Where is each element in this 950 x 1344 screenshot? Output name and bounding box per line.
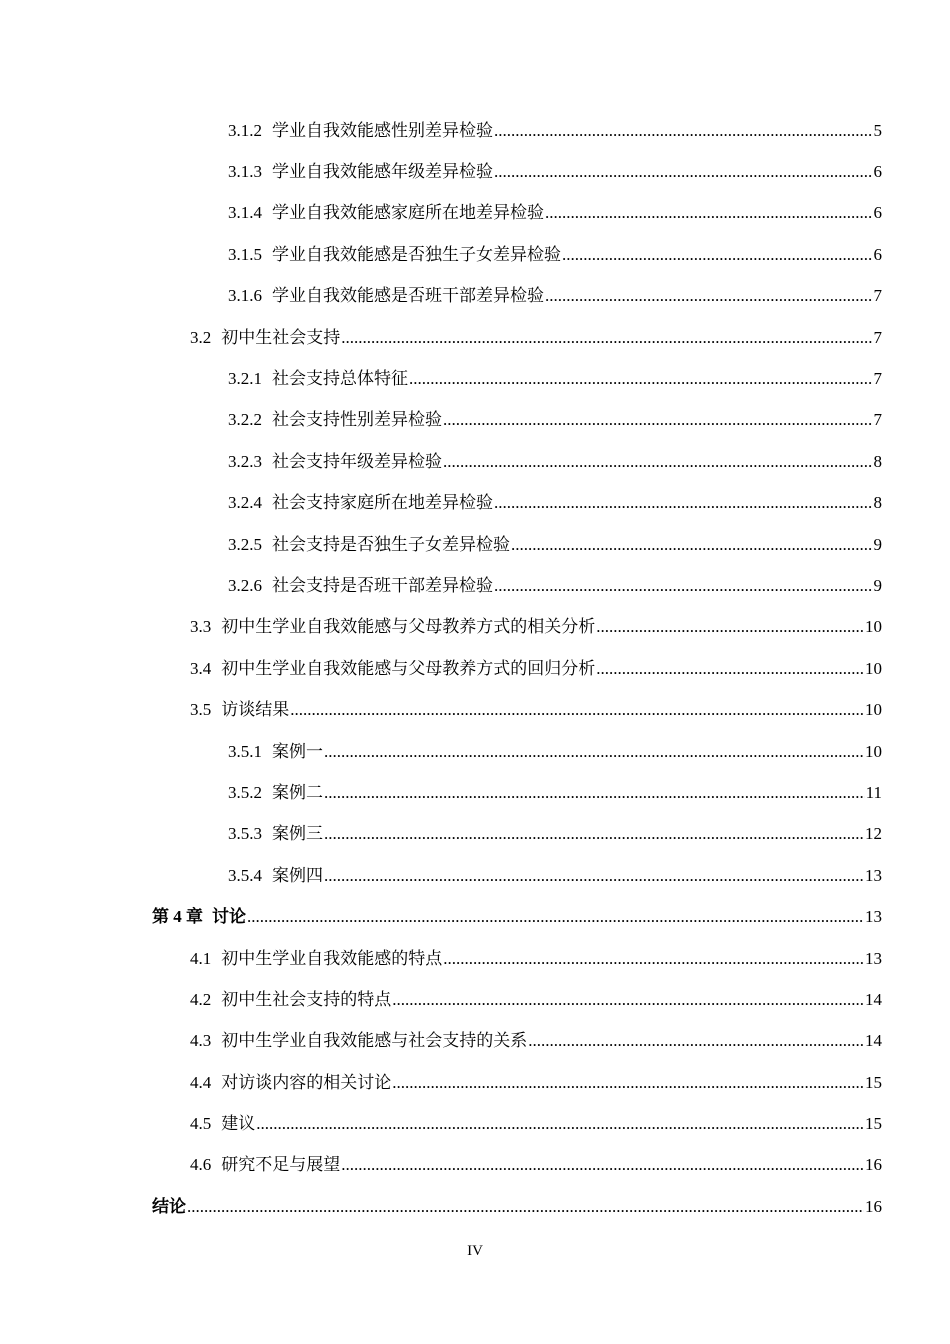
toc-dot-leader: [494, 576, 873, 596]
toc-entry-line: [0, 162, 882, 182]
toc-entry-title: 社会支持是否班干部差异检验: [272, 575, 493, 595]
toc-entry[interactable]: [0, 896, 950, 937]
toc-dot-leader: [596, 617, 864, 637]
toc-entry[interactable]: [0, 1186, 950, 1227]
toc-entry-page: 13: [865, 907, 882, 927]
toc-entry-number: 4.1: [190, 948, 212, 968]
toc-entry-page: 14: [865, 1031, 882, 1051]
toc-entry-page: 10: [865, 700, 882, 720]
toc-entry[interactable]: [0, 441, 950, 482]
toc-dot-leader: [596, 659, 864, 679]
toc-entry-title: 初中生学业自我效能感与社会支持的关系: [221, 1031, 528, 1051]
toc-entry-title: 案例四: [272, 865, 323, 885]
toc-entry-number: 3.2.2: [228, 410, 262, 430]
toc-entry-line: [0, 452, 882, 472]
toc-entry-title: 初中生学业自我效能感与父母教养方式的回归分析: [221, 658, 596, 678]
page-number-footer: IV: [467, 1243, 483, 1259]
toc-entry-title: 讨论: [212, 907, 246, 927]
toc-entry-line: [0, 203, 882, 223]
toc-entry-page: 15: [865, 1114, 882, 1134]
toc-entry-page: 8: [873, 451, 882, 471]
toc-entry-line: [0, 990, 882, 1010]
toc-entry-title: 建议: [221, 1114, 256, 1134]
toc-dot-leader: [494, 493, 873, 513]
toc-entry[interactable]: [0, 648, 950, 689]
toc-entry-number: 3.2.4: [228, 493, 262, 513]
toc-entry-page: 9: [873, 575, 882, 595]
toc-entry-page: 9: [873, 534, 882, 554]
toc-entry[interactable]: [0, 1062, 950, 1103]
toc-entry-title: 社会支持总体特征: [272, 369, 408, 389]
toc-entry-title: 社会支持性别差异检验: [272, 410, 442, 430]
toc-entry-number: 3.4: [190, 658, 212, 678]
toc-entry-title: 社会支持年级差异检验: [272, 451, 442, 471]
toc-entry[interactable]: [0, 193, 950, 234]
toc-entry-line: [0, 1031, 882, 1051]
toc-entry-page: 12: [865, 824, 882, 844]
toc-entry-line: [0, 866, 882, 886]
toc-entry-page: 5: [873, 120, 882, 140]
toc-dot-leader: [562, 245, 873, 265]
toc-entry-title: 案例一: [272, 741, 323, 761]
toc-entry-title: 访谈结果: [221, 700, 290, 720]
toc-entry-line: [0, 617, 882, 637]
toc-dot-leader: [494, 162, 873, 182]
toc-entry-title: 学业自我效能感是否独生子女差异检验: [272, 244, 561, 264]
toc-entry-number: 3.2.1: [228, 369, 262, 389]
toc-entry-line: [0, 286, 882, 306]
toc-dot-leader: [511, 535, 873, 555]
toc-entry-line: [0, 949, 882, 969]
toc-entry-page: 13: [865, 865, 882, 885]
toc-entry-number: 3.1.5: [228, 244, 262, 264]
toc-entry-line: [0, 1197, 882, 1217]
toc-entry-line: [0, 700, 882, 720]
toc-entry[interactable]: [0, 855, 950, 896]
toc-dot-leader: [324, 742, 864, 762]
toc-entry-page: 8: [873, 493, 882, 513]
toc-entry-page: 11: [865, 782, 882, 802]
toc-entry[interactable]: [0, 483, 950, 524]
toc-entry[interactable]: [0, 565, 950, 606]
toc-entry[interactable]: [0, 400, 950, 441]
toc-entry-number: 3.5: [190, 700, 212, 720]
toc-entry-number: 3.5.4: [228, 865, 262, 885]
toc-entry-page: 7: [873, 410, 882, 430]
toc-dot-leader: [392, 1073, 864, 1093]
toc-dot-leader: [256, 1114, 864, 1134]
toc-entry-number: 3.5.3: [228, 824, 262, 844]
toc-dot-leader: [324, 824, 864, 844]
toc-entry-page: 7: [873, 286, 882, 306]
toc-entry-page: 6: [873, 203, 882, 223]
toc-entry-number: 第 4 章: [152, 907, 203, 927]
toc-entry-page: 15: [865, 1072, 882, 1092]
toc-dot-leader: [324, 866, 864, 886]
toc-entry[interactable]: [0, 1145, 950, 1186]
toc-entry-line: [0, 121, 882, 141]
toc-entry-number: 3.1.3: [228, 162, 262, 182]
toc-entry-number: 3.5.2: [228, 782, 262, 802]
toc-dot-leader: [409, 369, 873, 389]
toc-dot-leader: [392, 990, 864, 1010]
toc-entry-number: 3.2.3: [228, 451, 262, 471]
toc-entry-title: 研究不足与展望: [221, 1155, 341, 1175]
toc-entry-number: 3.1.6: [228, 286, 262, 306]
toc-entry-number: 3.3: [190, 617, 212, 637]
toc-entry[interactable]: [0, 524, 950, 565]
toc-entry-page: 16: [865, 1155, 882, 1175]
toc-entry-number: 4.6: [190, 1155, 212, 1175]
toc-entry-title: 案例二: [272, 782, 323, 802]
toc-entry[interactable]: [0, 151, 950, 192]
toc-entry-title: 初中生社会支持的特点: [221, 989, 392, 1009]
toc-entry[interactable]: [0, 358, 950, 399]
toc-entry[interactable]: [0, 772, 950, 813]
toc-entry-number: 4.3: [190, 1031, 212, 1051]
toc-entry-title: 学业自我效能感家庭所在地差异检验: [272, 203, 544, 223]
toc-entry-title: 案例三: [272, 824, 323, 844]
table-of-contents: [0, 110, 950, 1228]
toc-entry-title: 对访谈内容的相关讨论: [221, 1072, 392, 1092]
toc-entry-title: 结论: [152, 1196, 186, 1216]
toc-entry-line: [0, 535, 882, 555]
toc-entry-line: [0, 659, 882, 679]
toc-entry[interactable]: [0, 938, 950, 979]
toc-entry-line: [0, 742, 882, 762]
toc-entry[interactable]: [0, 317, 950, 358]
toc-entry-page: 7: [873, 369, 882, 389]
toc-entry-page: 10: [865, 617, 882, 637]
toc-dot-leader: [443, 410, 873, 430]
toc-entry[interactable]: [0, 731, 950, 772]
toc-entry-line: [0, 907, 882, 927]
toc-entry[interactable]: [0, 814, 950, 855]
toc-entry-title: 初中生学业自我效能感的特点: [221, 948, 443, 968]
toc-dot-leader: [443, 452, 873, 472]
toc-entry-number: 3.2.6: [228, 575, 262, 595]
toc-entry-line: [0, 245, 882, 265]
toc-dot-leader: [341, 1155, 864, 1175]
toc-entry-number: 3.5.1: [228, 741, 262, 761]
toc-entry-page: 14: [865, 989, 882, 1009]
toc-entry[interactable]: [0, 234, 950, 275]
toc-entry-line: [0, 576, 882, 596]
toc-entry-number: 3.2: [190, 327, 212, 347]
toc-entry-title: 社会支持是否独生子女差异检验: [272, 534, 510, 554]
toc-entry-title: 学业自我效能感年级差异检验: [272, 162, 493, 182]
toc-dot-leader: [187, 1197, 864, 1217]
toc-dot-leader: [290, 700, 864, 720]
toc-dot-leader: [545, 286, 873, 306]
toc-entry[interactable]: [0, 607, 950, 648]
toc-entry-page: 7: [873, 327, 882, 347]
toc-entry-line: [0, 783, 882, 803]
toc-entry-number: 3.2.5: [228, 534, 262, 554]
toc-entry-line: [0, 493, 882, 513]
toc-dot-leader: [494, 121, 873, 141]
toc-entry[interactable]: [0, 110, 950, 151]
toc-entry[interactable]: [0, 1021, 950, 1062]
toc-entry[interactable]: [0, 276, 950, 317]
toc-entry[interactable]: [0, 1103, 950, 1144]
toc-dot-leader: [528, 1031, 864, 1051]
toc-entry-number: 3.1.2: [228, 120, 262, 140]
toc-entry-page: 6: [873, 244, 882, 264]
toc-entry-page: 13: [865, 948, 882, 968]
toc-entry-title: 初中生社会支持: [221, 327, 341, 347]
toc-entry-line: [0, 1155, 882, 1175]
toc-entry-title: 社会支持家庭所在地差异检验: [272, 493, 493, 513]
toc-entry-line: [0, 328, 882, 348]
toc-entry[interactable]: [0, 979, 950, 1020]
toc-entry-title: 初中生学业自我效能感与父母教养方式的相关分析: [221, 617, 596, 637]
toc-entry-page: 16: [865, 1196, 882, 1216]
toc-entry-title: 学业自我效能感是否班干部差异检验: [272, 286, 544, 306]
toc-entry-line: [0, 1114, 882, 1134]
toc-entry-page: 10: [865, 658, 882, 678]
toc-dot-leader: [443, 949, 864, 969]
toc-dot-leader: [247, 907, 864, 927]
toc-entry-title: 学业自我效能感性别差异检验: [272, 120, 493, 140]
toc-entry-number: 3.1.4: [228, 203, 262, 223]
toc-dot-leader: [324, 783, 865, 803]
toc-entry-number: 4.4: [190, 1072, 212, 1092]
toc-entry-number: 4.2: [190, 989, 212, 1009]
toc-entry-number: 4.5: [190, 1114, 212, 1134]
toc-entry-page: 6: [873, 162, 882, 182]
toc-dot-leader: [545, 203, 873, 223]
toc-entry[interactable]: [0, 689, 950, 730]
toc-entry-line: [0, 369, 882, 389]
toc-entry-line: [0, 824, 882, 844]
toc-entry-line: [0, 1073, 882, 1093]
toc-entry-page: 10: [865, 741, 882, 761]
toc-entry-line: [0, 410, 882, 430]
toc-dot-leader: [341, 328, 872, 348]
